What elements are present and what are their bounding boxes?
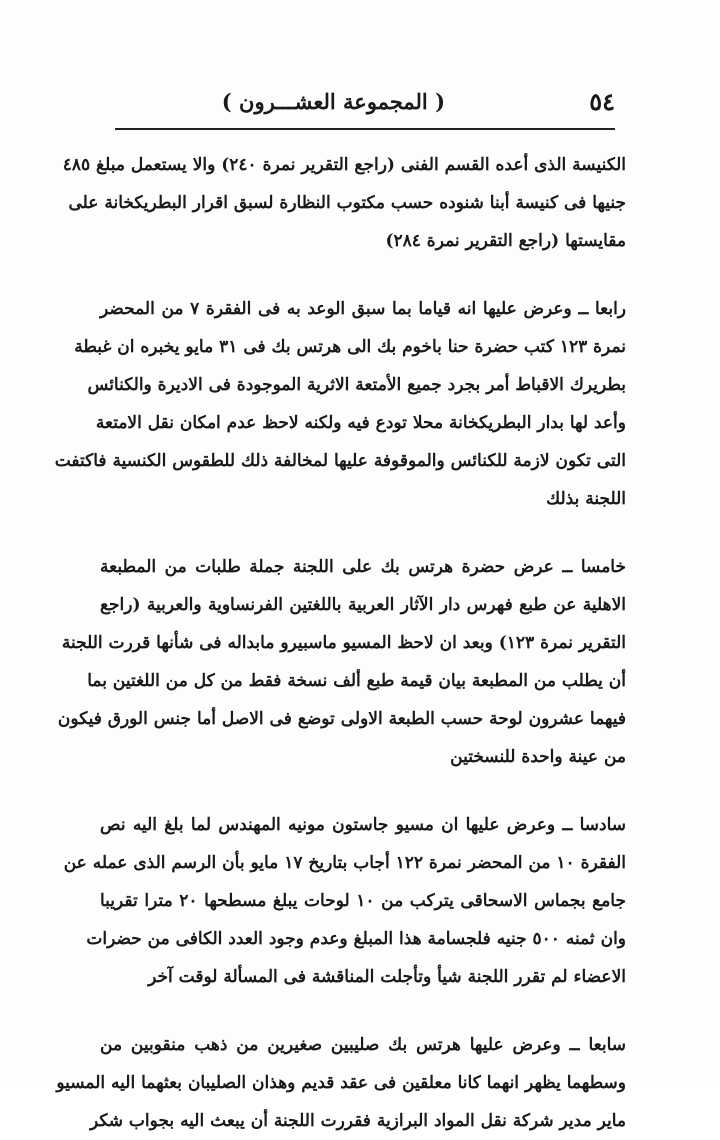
paragraph-seventh <box>56 1026 626 1140</box>
text-line: الاعضاء لم تقرر اللجنة شيأ وتأجلت المناقشة فى المسألة لوقت آخر <box>148 967 626 987</box>
text-line: جامع بجماس الاسحاقى يتركب من ١٠ لوحات يبلغ مسطحها ٢٠ مترا تقريبا <box>100 891 626 911</box>
text-line: الكنيسة الذى أعده القسم الفنى (راجع التقرير نمرة ٢٤٠) والا يستعمل مبلغ ٤٨٥ <box>62 155 626 175</box>
text-line: بطريرك الاقباط أمر بجرد جميع الأمتعة الاثرية الموجودة فى الاديرة والكنائس <box>87 375 626 395</box>
text-line: سابعا ــ وعرض عليها هرتس بك صليبين صغيرين من ذهب منقوبين من <box>100 1035 626 1055</box>
page-header <box>115 82 615 122</box>
text-line: وأعد لها بدار البطريكخانة محلا تودع فيه ولكنه لاحظ عدم امكان نقل الامتعة <box>95 413 626 433</box>
text-line: جنيها فى كنيسة أبنا شنوده حسب مكتوب النظارة لسبق اقرار البطريكخانة على <box>68 193 626 213</box>
text-line: من عينة واحدة للنسختين <box>450 747 626 767</box>
page-number: ٥٤ <box>589 87 615 116</box>
paragraph-fourth <box>54 290 627 518</box>
text-line: الاهلية عن طبع فهرس دار الآثار العربية باللغتين الفرنساوية والعربية (راجع <box>100 595 626 615</box>
text-line: اللجنة بذلك <box>546 489 626 509</box>
text-line: فيهما عشرون لوحة حسب الطبعة الاولى توضع فى الاصل أما جنس الورق فيكون <box>57 709 626 729</box>
paragraph-gap <box>100 260 626 290</box>
text-line: رابعا ــ وعرض عليها انه قياما بما سبق الوعد به فى الفقرة ٧ من المحضر <box>100 299 627 319</box>
text-line: سادسا ــ وعرض عليها ان مسيو جاستون مونيه المهندس لما بلغ اليه نص <box>100 815 626 835</box>
text-line: وان ثمنه ٥٠٠ جنيه فلجسامة هذا المبلغ وعدم وجود العدد الكافى من حضرات <box>86 929 626 949</box>
paragraph-fifth <box>57 548 626 776</box>
text-line: التقرير نمرة ١٢٣) وبعد ان لاحظ المسيو ماسبيرو مابداله فى شأنها قررت اللجنة <box>61 633 626 653</box>
paragraph-gap <box>100 996 626 1026</box>
text-line: نمرة ١٢٣ كتب حضرة حنا باخوم بك الى هرتس بك فى ٣١ مايو يخبره ان غبطة <box>74 337 626 357</box>
header-rule <box>115 128 615 130</box>
text-line: خامسا ــ عرض حضرة هرتس بك على اللجنة جملة طلبات من المطبعة <box>100 557 626 577</box>
paragraph-sixth <box>63 806 626 996</box>
running-title: ( المجموعة العشـــرون ) <box>221 89 445 114</box>
paragraph-continuation <box>62 146 626 260</box>
paragraph-gap <box>100 518 626 548</box>
text-line: أن يطلب من المطبعة بيان قيمة طبع ألف نسخة فقط من كل من اللغتين بما <box>87 671 626 691</box>
text-line: وسطهما يظهر انهما كانا معلقين فى عقد قديم وهذان الصليبان بعثهما اليه المسيو <box>56 1073 626 1093</box>
text-line: التى تكون لازمة للكنائس والموقوفة عليها لمخالفة ذلك للطقوس الكنسية فاكتفت <box>54 451 626 471</box>
text-line: ماير مدير شركة نقل المواد البرازية فقررت اللجنة أن يبعث اليه بجواب شكر <box>90 1111 626 1131</box>
text-line: مقايستها (راجع التقرير نمرة ٢٨٤) <box>385 231 626 251</box>
body-text <box>54 146 627 1140</box>
paragraph-gap <box>100 776 626 806</box>
text-line: الفقرة ١٠ من المحضر نمرة ١٢٢ أجاب بتاريخ ١٧ مايو بأن الرسم الذى عمله عن <box>63 853 626 873</box>
